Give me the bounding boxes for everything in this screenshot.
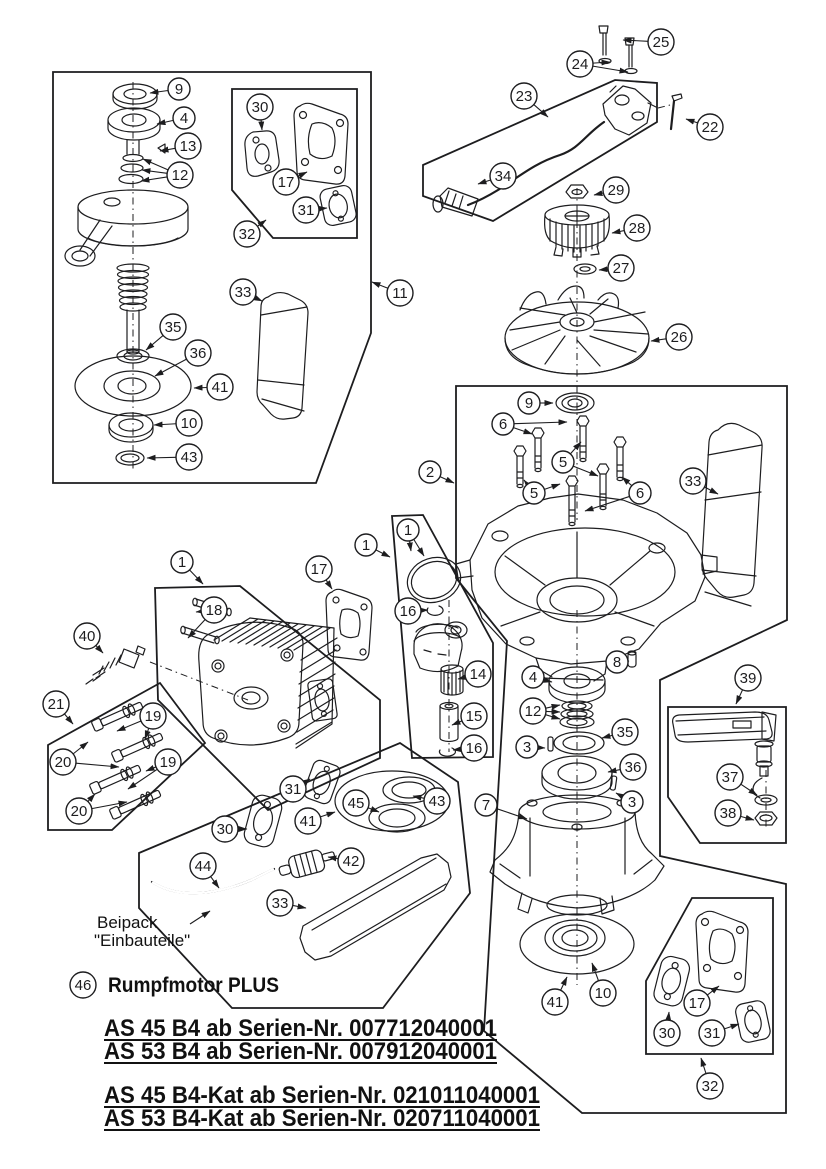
callout-1 xyxy=(171,551,203,584)
svg-text:30: 30 xyxy=(216,821,234,838)
callout-21 xyxy=(43,691,73,724)
svg-text:21: 21 xyxy=(47,696,65,713)
svg-text:6: 6 xyxy=(635,485,645,502)
svg-text:40: 40 xyxy=(78,628,96,645)
seal-10 xyxy=(119,419,143,431)
svg-text:15: 15 xyxy=(465,708,483,725)
svg-text:45: 45 xyxy=(347,795,365,812)
svg-text:11: 11 xyxy=(392,285,408,302)
callout-38 xyxy=(715,800,754,826)
svg-text:2: 2 xyxy=(425,464,435,481)
callout-41 xyxy=(295,808,335,834)
svg-text:26: 26 xyxy=(670,329,688,346)
beipack-label xyxy=(94,911,210,950)
svg-text:37: 37 xyxy=(721,769,739,786)
svg-text:10: 10 xyxy=(180,415,198,432)
svg-text:8: 8 xyxy=(612,654,622,671)
callout-19 xyxy=(128,749,181,789)
ignition-group xyxy=(433,26,682,374)
crankshaft-assembly xyxy=(65,84,191,465)
bolt-25b xyxy=(625,38,634,67)
svg-text:4: 4 xyxy=(179,110,189,127)
svg-text:6: 6 xyxy=(498,416,508,433)
fuel-filter-42 xyxy=(277,846,338,882)
callout-39 xyxy=(735,665,761,704)
panel-33-left xyxy=(257,293,308,420)
callout-43 xyxy=(413,788,450,814)
gasket-17 xyxy=(294,103,348,184)
svg-text:12: 12 xyxy=(171,167,189,184)
svg-text:18: 18 xyxy=(205,602,223,619)
callout-6 xyxy=(492,413,567,435)
ring-12b xyxy=(121,164,143,172)
svg-text:30: 30 xyxy=(658,1025,676,1042)
callout-32 xyxy=(234,220,266,247)
spark-plug-wire xyxy=(468,122,604,205)
callout-30 xyxy=(654,1012,680,1046)
washer-37 xyxy=(761,798,771,802)
callout-2 xyxy=(419,461,454,483)
callout-5 xyxy=(552,442,598,476)
callout-23 xyxy=(511,83,548,117)
svg-text:3: 3 xyxy=(522,739,532,756)
svg-text:13: 13 xyxy=(179,138,197,155)
callout-43 xyxy=(147,444,202,470)
ring-43 xyxy=(121,454,139,462)
callout-31 xyxy=(293,197,327,223)
callout-12 xyxy=(520,698,560,724)
callout-17 xyxy=(684,986,719,1016)
gasket-17c xyxy=(696,911,748,992)
svg-text:29: 29 xyxy=(607,182,625,199)
svg-text:9: 9 xyxy=(174,81,184,98)
gasket-17-cyl xyxy=(326,589,372,660)
callout-30 xyxy=(247,94,273,130)
svg-text:4: 4 xyxy=(528,669,538,686)
pin-3a xyxy=(548,737,553,751)
svg-text:19: 19 xyxy=(159,754,177,771)
callout-26 xyxy=(651,324,692,350)
svg-text:9: 9 xyxy=(524,395,534,412)
svg-text:33: 33 xyxy=(271,895,289,912)
svg-text:17: 17 xyxy=(688,995,706,1012)
callout-31 xyxy=(699,1020,739,1046)
callout-12 xyxy=(141,159,193,188)
crankcase-2 xyxy=(456,494,717,681)
svg-text:20: 20 xyxy=(54,754,72,771)
svg-text:35: 35 xyxy=(616,724,634,741)
crankcase-group xyxy=(456,393,717,974)
serial-line-1: AS 45 B4 ab Serien-Nr. 007712040001 xyxy=(104,1015,497,1042)
callout-22 xyxy=(686,114,723,140)
callout-17 xyxy=(306,556,332,589)
callout-31 xyxy=(280,776,310,802)
callout-41 xyxy=(194,374,233,400)
svg-text:36: 36 xyxy=(624,759,642,776)
svg-text:25: 25 xyxy=(652,34,670,51)
piston-group xyxy=(399,551,467,756)
box-crankshaft-group xyxy=(53,72,371,483)
callout-28 xyxy=(612,215,650,241)
callout-34 xyxy=(478,163,516,189)
callout-37 xyxy=(717,764,757,795)
svg-text:17: 17 xyxy=(277,174,295,191)
group-boxes xyxy=(48,72,787,1113)
serial-line-4: AS 53 B4-Kat ab Serien-Nr. 020711040001 xyxy=(104,1105,540,1132)
serial-line-2: AS 53 B4 ab Serien-Nr. 007912040001 xyxy=(104,1038,497,1065)
svg-text:22: 22 xyxy=(701,119,719,136)
panel-33-right xyxy=(702,423,762,606)
callout-29 xyxy=(594,177,629,203)
page-title: Rumpfmotor PLUS xyxy=(108,974,279,997)
callout-33 xyxy=(230,279,262,305)
callout-11 xyxy=(372,280,413,306)
callout-13 xyxy=(160,133,201,159)
serial-numbers xyxy=(104,1015,540,1132)
piston xyxy=(414,622,467,672)
svg-text:14: 14 xyxy=(469,666,487,683)
seal-10b xyxy=(562,930,588,946)
washer-24b xyxy=(625,69,637,74)
svg-text:24: 24 xyxy=(571,56,589,73)
callout-24 xyxy=(567,51,628,77)
gasket-31c xyxy=(734,999,771,1043)
svg-text:20: 20 xyxy=(70,803,88,820)
svg-text:41: 41 xyxy=(546,994,564,1011)
gasket-31 xyxy=(319,184,358,227)
svg-text:36: 36 xyxy=(189,345,207,362)
svg-text:31: 31 xyxy=(297,202,315,219)
callout-27 xyxy=(599,255,634,281)
callout-41 xyxy=(542,977,568,1015)
svg-text:43: 43 xyxy=(180,449,198,466)
callout-40 xyxy=(74,623,103,653)
svg-text:41: 41 xyxy=(211,379,229,396)
svg-text:5: 5 xyxy=(558,454,568,471)
beipack-line2: "Einbauteile" xyxy=(94,931,191,950)
callout-4 xyxy=(157,107,195,129)
callout-1 xyxy=(397,519,424,556)
callout-44 xyxy=(190,853,219,888)
washer-9 xyxy=(568,399,582,407)
seal-35b xyxy=(563,736,595,750)
callout-35 xyxy=(146,314,186,350)
bearing-4 xyxy=(122,114,146,126)
ring-12c xyxy=(119,175,143,184)
callout-35 xyxy=(602,719,638,745)
bolt-25a xyxy=(599,26,608,55)
worm-gear xyxy=(117,264,149,311)
svg-text:46: 46 xyxy=(74,977,92,994)
clip-13 xyxy=(158,144,165,153)
svg-text:33: 33 xyxy=(684,473,702,490)
serial-line-3: AS 45 B4-Kat ab Serien-Nr. 021011040001 xyxy=(104,1082,540,1109)
washer-27 xyxy=(580,267,590,271)
seal-45 xyxy=(379,809,415,827)
svg-text:30: 30 xyxy=(251,99,269,116)
callout-46 xyxy=(70,972,96,998)
callout-6 xyxy=(585,477,651,511)
svg-text:17: 17 xyxy=(310,561,328,578)
svg-text:5: 5 xyxy=(529,485,539,502)
needle-bearing-14 xyxy=(441,665,463,695)
svg-text:27: 27 xyxy=(612,260,630,277)
callout-25 xyxy=(623,29,674,55)
svg-text:34: 34 xyxy=(494,168,512,185)
circlip-16a xyxy=(427,606,443,615)
svg-text:33: 33 xyxy=(234,284,252,301)
circlip-16b xyxy=(439,748,455,756)
callout-3 xyxy=(616,791,643,813)
svg-text:7: 7 xyxy=(481,797,491,814)
svg-text:42: 42 xyxy=(342,853,360,870)
bearing-36 xyxy=(118,378,146,394)
svg-text:16: 16 xyxy=(465,740,483,757)
svg-text:1: 1 xyxy=(361,537,371,554)
centerlines xyxy=(133,82,766,985)
callout-3 xyxy=(516,736,545,758)
svg-text:12: 12 xyxy=(524,703,542,720)
svg-text:19: 19 xyxy=(144,708,162,725)
svg-text:16: 16 xyxy=(399,603,417,620)
svg-text:31: 31 xyxy=(703,1025,721,1042)
callout-33 xyxy=(680,468,718,494)
callout-20 xyxy=(50,742,119,775)
svg-text:32: 32 xyxy=(701,1078,719,1095)
connecting-rod xyxy=(80,220,112,256)
callout-1 xyxy=(355,534,390,557)
svg-text:35: 35 xyxy=(164,319,182,336)
svg-text:32: 32 xyxy=(238,226,256,243)
callout-30 xyxy=(212,816,247,842)
svg-text:3: 3 xyxy=(627,794,637,811)
svg-text:38: 38 xyxy=(719,805,737,822)
svg-text:10: 10 xyxy=(594,985,612,1002)
callout-17 xyxy=(273,169,307,195)
pin-22 xyxy=(671,94,682,129)
callout-5 xyxy=(523,480,560,504)
svg-text:44: 44 xyxy=(194,858,212,875)
callout-32 xyxy=(697,1058,723,1099)
callout-10 xyxy=(590,963,616,1006)
svg-text:31: 31 xyxy=(284,781,302,798)
svg-text:23: 23 xyxy=(515,88,533,105)
seal-43 xyxy=(392,782,426,798)
callout-33 xyxy=(267,890,306,916)
callout-18 xyxy=(188,597,227,638)
beipack-line1: Beipack xyxy=(97,913,158,932)
bearing-9 xyxy=(124,89,146,99)
svg-text:43: 43 xyxy=(428,793,446,810)
callout-4 xyxy=(522,666,552,688)
svg-text:28: 28 xyxy=(628,220,646,237)
svg-text:41: 41 xyxy=(299,813,317,830)
gasket-30 xyxy=(245,131,279,176)
spark-plug-40 xyxy=(86,646,145,684)
callout-10 xyxy=(154,410,202,436)
callout-20 xyxy=(66,794,127,824)
cylinder-1 xyxy=(199,618,338,748)
svg-text:1: 1 xyxy=(403,522,413,539)
callout-45 xyxy=(343,790,379,816)
callout-8 xyxy=(606,651,629,673)
svg-text:1: 1 xyxy=(177,554,187,571)
svg-text:39: 39 xyxy=(739,670,757,687)
callout-9 xyxy=(518,392,553,414)
